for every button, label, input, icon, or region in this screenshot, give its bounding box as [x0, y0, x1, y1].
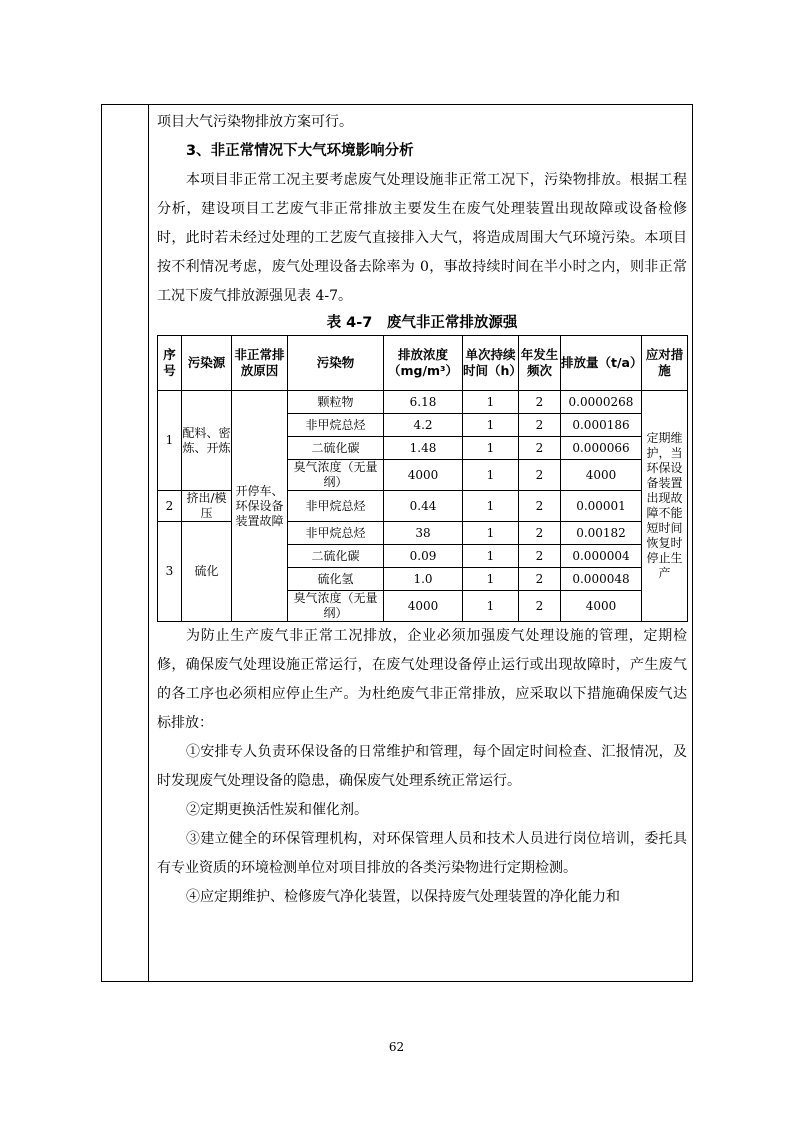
cause-cell: 开停车、环保设备装置故障 [232, 391, 288, 622]
amount-cell: 0.00001 [561, 491, 642, 522]
amount-cell: 0.000186 [561, 414, 642, 437]
frequency-cell: 2 [519, 460, 561, 491]
pollutant-cell: 颗粒物 [288, 391, 384, 414]
header-duration: 单次持续时间（h） [463, 336, 519, 391]
pollutant-cell: 臭气浓度（无量纲） [288, 591, 384, 622]
table-caption: 表 4-7 废气非正常排放源强 [326, 315, 518, 331]
header-measures: 应对措施 [642, 336, 688, 391]
concentration-cell: 1.48 [384, 437, 463, 460]
group-no: 2 [158, 491, 182, 522]
amount-cell: 4000 [561, 460, 642, 491]
pollutant-cell: 非甲烷总烃 [288, 522, 384, 545]
group-source: 硫化 [182, 522, 232, 622]
pollutant-cell: 硫化氢 [288, 568, 384, 591]
group-source: 挤出/模压 [182, 491, 232, 522]
duration-cell: 1 [463, 545, 519, 568]
document-body [157, 108, 687, 912]
frequency-cell: 2 [519, 391, 561, 414]
duration-cell: 1 [463, 437, 519, 460]
section-heading: 3、非正常情况下大气环境影响分析 [186, 143, 414, 159]
frequency-cell: 2 [519, 545, 561, 568]
header-cause: 非正常排放原因 [232, 336, 288, 391]
duration-cell: 1 [463, 568, 519, 591]
measure-3: ③建立健全的环保管理机构，对环保管理人员和技术人员进行岗位培训，委托具有专业资质的环境检测单位对项目排放的各类污染物进行定期检测。 [157, 831, 687, 876]
header-concentration: 排放浓度（mg/m³） [384, 336, 463, 391]
emission-table [157, 335, 688, 622]
measure-2: ②定期更换活性炭和催化剂。 [186, 802, 368, 818]
duration-cell: 1 [463, 460, 519, 491]
intro-line: 项目大气污染物排放方案可行。 [157, 114, 353, 130]
header-pollutant: 污染物 [288, 336, 384, 391]
duration-cell: 1 [463, 522, 519, 545]
header-amount: 排放量（t/a） [561, 336, 642, 391]
header-source: 污染源 [182, 336, 232, 391]
group-no: 3 [158, 522, 182, 622]
concentration-cell: 38 [384, 522, 463, 545]
amount-cell: 0.0000268 [561, 391, 642, 414]
frame-divider [148, 104, 149, 982]
table-row [158, 391, 688, 414]
amount-cell: 0.000048 [561, 568, 642, 591]
paragraph-2: 为防止生产废气非正常工况排放，企业必须加强废气处理设施的管理，定期检修，确保废气处理设施正常运行，在废气处理设备停止运行或出现故障时，产生废气的各工序也必须相应停止生产。为杜绝废气非正常排放，应采取以下措施确保废气达标排放： [157, 628, 687, 731]
group-source: 配料、密炼、开炼 [182, 391, 232, 491]
concentration-cell: 4000 [384, 591, 463, 622]
header-frequency: 年发生频次 [519, 336, 561, 391]
amount-cell: 0.000066 [561, 437, 642, 460]
header-no: 序号 [158, 336, 182, 391]
duration-cell: 1 [463, 414, 519, 437]
pollutant-cell: 臭气浓度（无量纲） [288, 460, 384, 491]
pollutant-cell: 非甲烷总烃 [288, 491, 384, 522]
amount-cell: 4000 [561, 591, 642, 622]
frequency-cell: 2 [519, 568, 561, 591]
measure-1: ①安排专人负责环保设备的日常维护和管理，每个固定时间检查、汇报情况，及时发现废气处理设备的隐患，确保废气处理系统正常运行。 [157, 744, 687, 789]
table-header-row [158, 336, 688, 391]
pollutant-cell: 二硫化碳 [288, 437, 384, 460]
frequency-cell: 2 [519, 414, 561, 437]
page-number: 62 [388, 1040, 405, 1054]
amount-cell: 0.00182 [561, 522, 642, 545]
pollutant-cell: 非甲烷总烃 [288, 414, 384, 437]
concentration-cell: 4.2 [384, 414, 463, 437]
frequency-cell: 2 [519, 591, 561, 622]
measure-4: ④应定期维护、检修废气净化装置，以保持废气处理装置的净化能力和 [186, 889, 620, 905]
duration-cell: 1 [463, 491, 519, 522]
amount-cell: 0.000004 [561, 545, 642, 568]
concentration-cell: 4000 [384, 460, 463, 491]
group-no: 1 [158, 391, 182, 491]
paragraph-1: 本项目非正常工况主要考虑废气处理设施非正常工况下，污染物排放。根据工程分析，建设项目工艺废气非正常排放主要发生在废气处理装置出现故障或设备检修时，此时若未经过处理的工艺废气直接排入大气，将造成周围大气环境污染。本项目按不利情况考虑，废气处理设备去除率为 0，事故持续时间在半小时之内，则非正常工况下废气排放源强见表 4-7。 [157, 172, 687, 304]
duration-cell: 1 [463, 391, 519, 414]
concentration-cell: 0.09 [384, 545, 463, 568]
frequency-cell: 2 [519, 491, 561, 522]
pollutant-cell: 二硫化碳 [288, 545, 384, 568]
frequency-cell: 2 [519, 437, 561, 460]
concentration-cell: 1.0 [384, 568, 463, 591]
concentration-cell: 0.44 [384, 491, 463, 522]
measures-cell: 定期维护，当环保设备装置出现故障不能短时间恢复时停止生产 [642, 391, 688, 622]
frequency-cell: 2 [519, 522, 561, 545]
concentration-cell: 6.18 [384, 391, 463, 414]
duration-cell: 1 [463, 591, 519, 622]
